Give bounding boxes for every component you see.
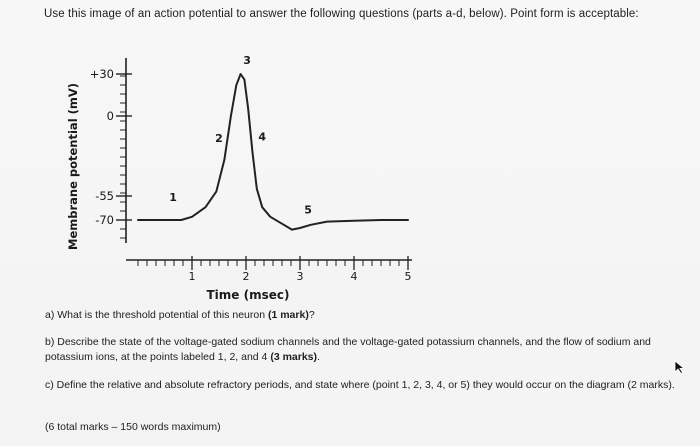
x-tick-label: 3: [296, 270, 304, 283]
question-c: c) Define the relative and absolute refractory periods, and state where (point 1, 2, 3, 4, or 5) they would occur on the diagram (2 marks).: [45, 379, 675, 391]
y-tick-label: -55: [95, 189, 114, 203]
point-labels: [169, 54, 312, 216]
question-a: [45, 308, 685, 323]
point-label-2: 2: [215, 132, 223, 146]
question-a-end: ?: [308, 309, 315, 321]
point-label-1: 1: [169, 190, 177, 204]
chart-axes: [126, 58, 412, 260]
x-tick-label: 1: [188, 270, 196, 283]
question-b: [45, 335, 685, 365]
instructions-text: Use this image of an action potential to answer the following questions (parts a-d, below). Point form is acceptable:: [44, 8, 639, 20]
question-b-marks: (3 marks): [270, 351, 318, 363]
point-label-5: 5: [304, 203, 312, 217]
action-potential-figure: [60, 40, 440, 308]
curve-layer: [138, 74, 408, 230]
point-label-3: 3: [243, 54, 251, 68]
x-tick-label: 2: [242, 270, 250, 283]
chart-ticks: [90, 67, 412, 283]
x-tick-label: 4: [350, 270, 358, 283]
x-axis-label: Time (msec): [206, 288, 290, 302]
point-label-4: 4: [258, 130, 267, 144]
y-axis-label: Membrane potential (mV): [66, 82, 80, 250]
y-tick-label: -70: [95, 213, 114, 227]
question-a-marks: (1 mark): [267, 309, 309, 321]
action-potential-chart: [60, 40, 440, 308]
y-tick-label: +30: [89, 67, 114, 81]
question-b-end: .: [317, 351, 320, 363]
x-tick-label: 5: [404, 270, 412, 283]
action-potential-curve: [138, 74, 408, 230]
y-tick-label: 0: [106, 109, 114, 123]
mouse-cursor-icon: [674, 360, 686, 374]
total-marks: (6 total marks – 150 words maximum): [45, 421, 221, 433]
question-b-text: b) Describe the state of the voltage-gated sodium channels and the voltage-gated potassium channels, and the flow of sodium and potassium ions, at the points labeled 1, 2, and 4: [45, 336, 651, 363]
question-a-text: a) What is the threshold potential of this neuron: [45, 309, 268, 321]
